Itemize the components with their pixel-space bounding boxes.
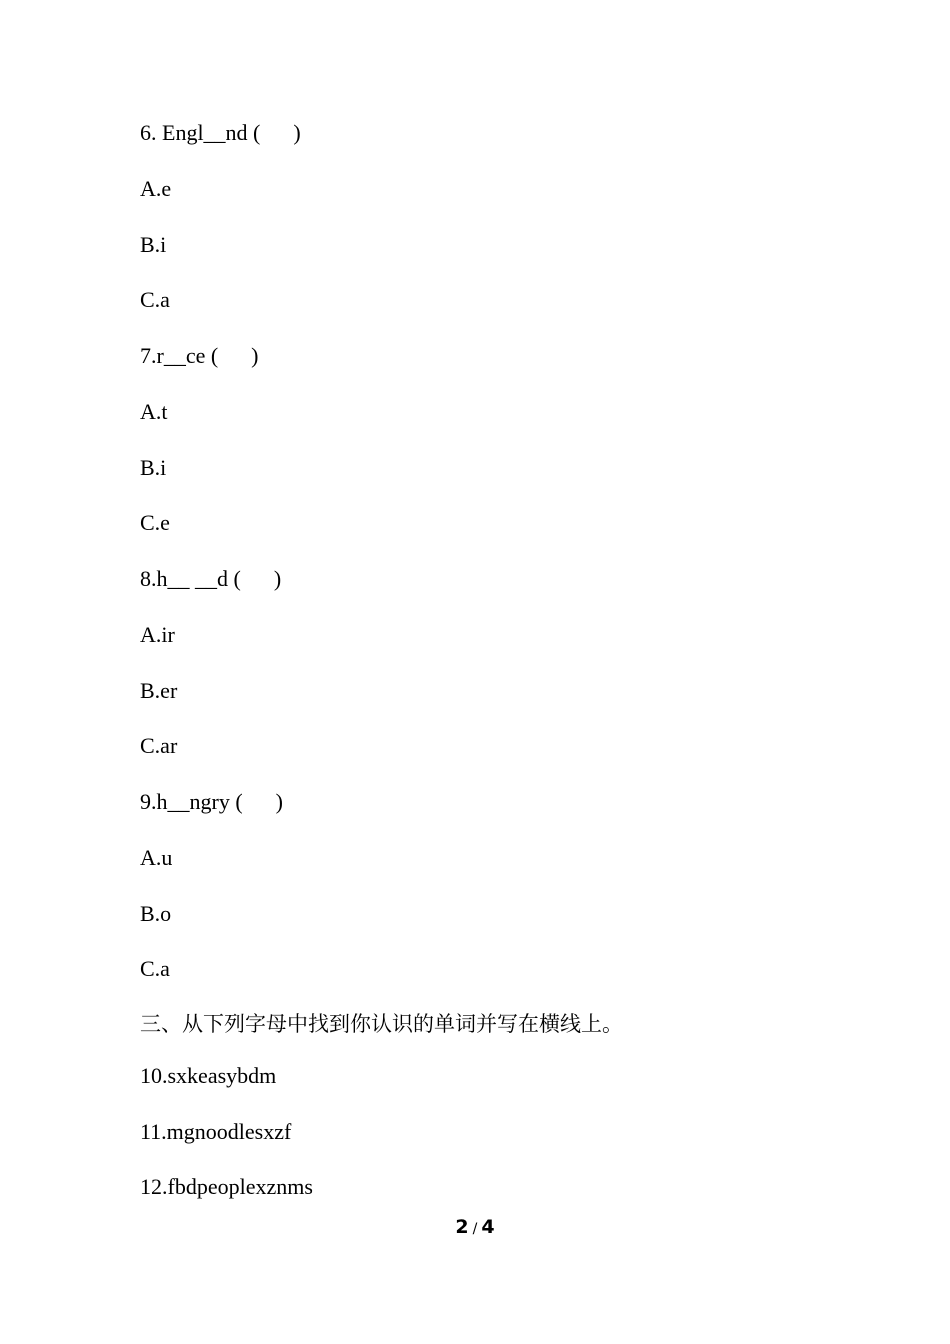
question-6-option-a: A.e [140, 176, 172, 201]
question-8-option-b: B.er [140, 678, 178, 703]
question-7-option-a: A.t [140, 399, 168, 424]
question-12: 12.fbdpeoplexznms [140, 1174, 313, 1199]
question-10: 10.sxkeasybdm [140, 1063, 277, 1088]
question-8-option-a: A.ir [140, 622, 175, 647]
current-page-number: 2 [455, 1216, 469, 1238]
question-9-stem: 9.h__ngry ( ) [140, 789, 283, 814]
question-8-option-c: C.ar [140, 733, 178, 758]
question-11: 11.mgnoodlesxzf [140, 1119, 292, 1144]
page-separator: / [472, 1221, 478, 1237]
question-6-option-c: C.a [140, 287, 170, 312]
page-number [0, 1215, 950, 1241]
question-9-option-c: C.a [140, 956, 170, 981]
question-8-stem: 8.h__ __d ( ) [140, 566, 282, 591]
question-7-option-c: C.e [140, 510, 170, 535]
question-7-option-b: B.i [140, 455, 167, 480]
question-9-option-b: B.o [140, 901, 172, 926]
section-3-heading: 三、从下列字母中找到你认识的单词并写在横线上。 [140, 1012, 623, 1036]
question-9-option-a: A.u [140, 845, 173, 870]
question-7-stem: 7.r__ce ( ) [140, 343, 259, 368]
question-6-stem: 6. Engl__nd ( ) [140, 120, 301, 145]
total-pages-number: 4 [481, 1216, 495, 1238]
question-6-option-b: B.i [140, 232, 167, 257]
